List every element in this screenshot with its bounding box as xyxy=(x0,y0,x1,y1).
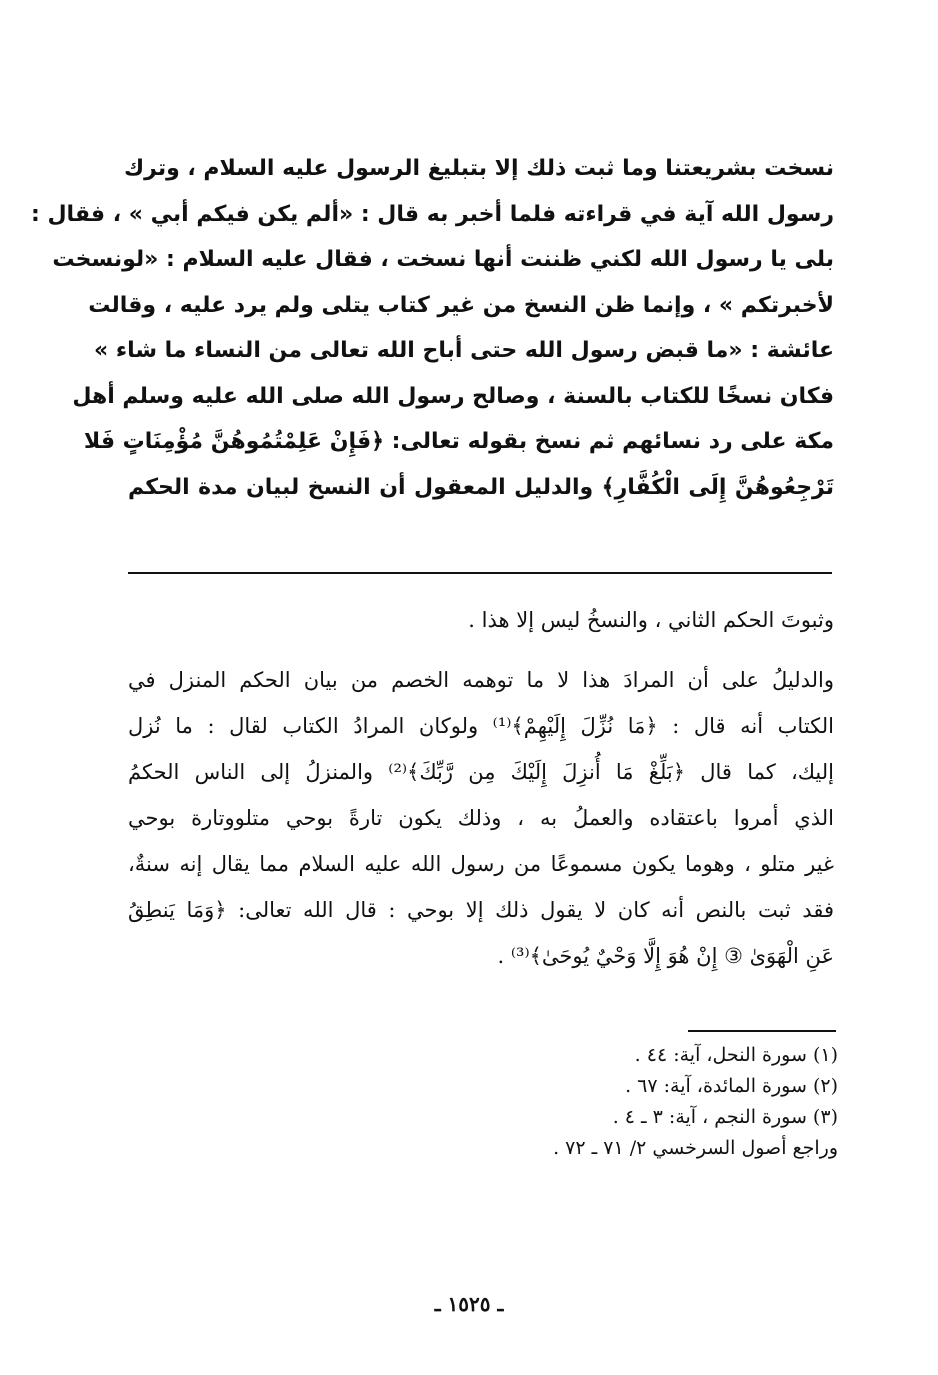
text-line: غير متلو ، وهوما يكون مسموعًا من رسول الله عليه السلام مما يقال إنه سنةٌ، xyxy=(128,852,834,876)
text-line: إليك، كما قال ﴿بَلِّغْ مَا أُنزِلَ إِلَيْكَ مِن رَّبِّكَ﴾⁽²⁾ والمنزلُ إلى الناس الحكمُ xyxy=(128,760,834,784)
footnote: (١) سورة النحل، آية: ٤٤ . xyxy=(634,1044,838,1066)
commentary-text xyxy=(128,597,834,979)
text-line: مكة على رد نسائهم ثم نسخ بقوله تعالى: ﴿فَإِنْ عَلِمْتُمُوهُنَّ مُؤْمِنَاتٍ فَلا xyxy=(83,429,834,454)
section-divider xyxy=(128,572,832,574)
text-line: والدليلُ على أن المرادَ هذا لا ما توهمه الخصم من بيان الحكم المنزل في xyxy=(128,668,834,692)
text-line: فقد ثبت بالنص أنه كان لا يقول ذلك إلا بوحي : قال الله تعالى: ﴿وَمَا يَنطِقُ xyxy=(128,898,834,922)
footnote-divider xyxy=(688,1030,836,1032)
footnote: (٣) سورة النجم ، آية: ٣ ـ ٤ . xyxy=(612,1106,838,1128)
text-line: الكتاب أنه قال : ﴿مَا نُزِّلَ إِلَيْهِمْ﴾⁽¹⁾ ولوكان المرادُ الكتاب لقال : ما نُزل xyxy=(128,714,834,738)
quoted-passage xyxy=(31,146,834,510)
page-number: ـ ١٥٢٥ ـ xyxy=(434,1292,504,1316)
text-line: الذي أمروا باعتقاده والعملُ به ، وذلك يكون تارةً بوحي متلووتارة بوحي xyxy=(128,806,834,830)
text-line: فكان نسخًا للكتاب بالسنة ، وصالح رسول الله صلى الله عليه وسلم أهل xyxy=(72,383,834,409)
text-line: وثبوتَ الحكم الثاني ، والنسخُ ليس إلا هذا . xyxy=(468,608,834,632)
footnote: (٢) سورة المائدة، آية: ٦٧ . xyxy=(625,1075,838,1097)
text-line: تَرْجِعُوهُنَّ إِلَى الْكُفَّارِ﴾ والدليل المعقول أن النسخ لبيان مدة الحكم xyxy=(128,474,834,500)
text-line: نسخت بشريعتنا وما ثبت ذلك إلا بتبليغ الرسول عليه السلام ، وترك xyxy=(123,156,834,181)
footnotes xyxy=(440,1040,838,1164)
footnote: وراجع أصول السرخسي ٢/ ٧١ ـ ٧٢ . xyxy=(553,1137,838,1159)
text-line: رسول الله آية في قراءته فلما أخبر به قال : «ألم يكن فيكم أبي » ، فقال : xyxy=(31,201,834,227)
text-line: عَنِ الْهَوَىٰ ③ إِنْ هُوَ إِلَّا وَحْيٌ يُوحَىٰ﴾⁽³⁾ . xyxy=(497,944,834,968)
text-line: لأخبرتكم » ، وإنما ظن النسخ من غير كتاب يتلى ولم يرد عليه ، وقالت xyxy=(88,292,834,318)
text-line: عائشة : «ما قبض رسول الله حتى أباح الله تعالى من النساء ما شاء » xyxy=(93,338,834,363)
text-line: بلى يا رسول الله لكني ظننت أنها نسخت ، فقال عليه السلام : «لونسخت xyxy=(52,247,834,272)
